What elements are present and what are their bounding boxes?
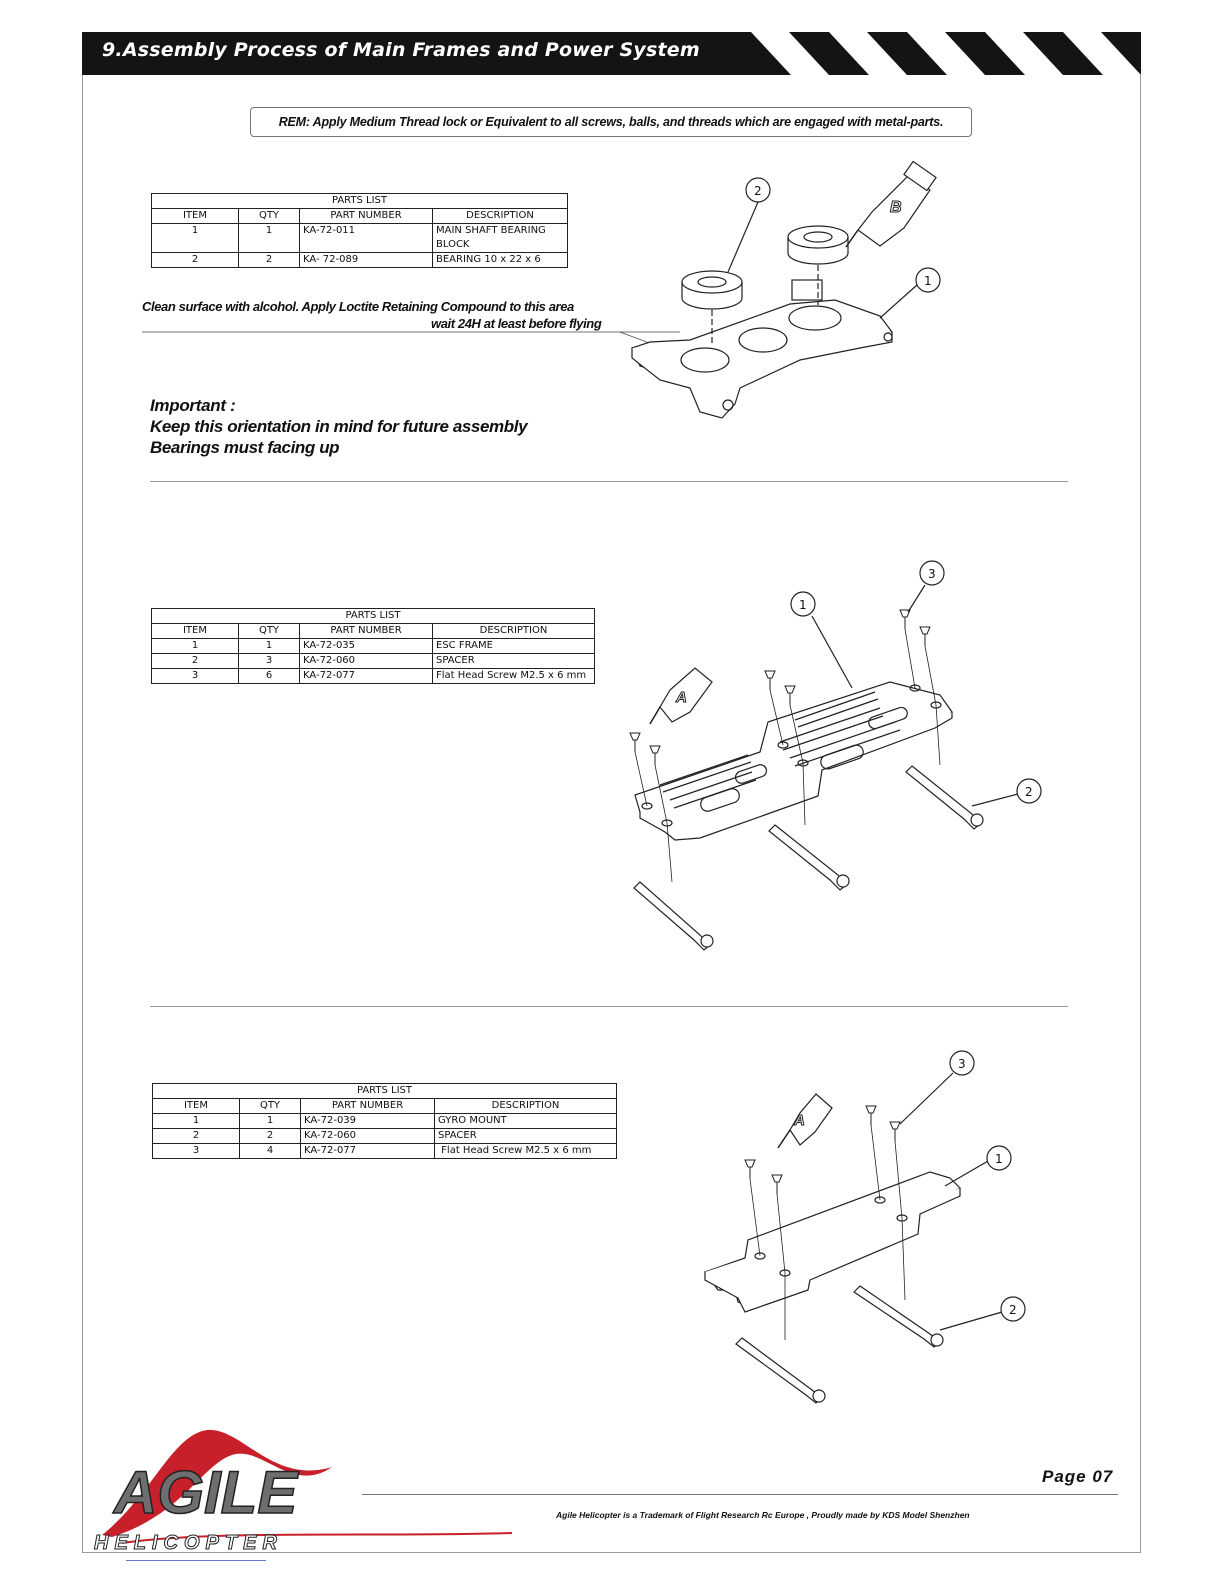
clean-surface-note-line-1: Clean surface with alcohol. Apply Loctite Retaining Compound to this area [142, 299, 574, 314]
qty-cell: 1 [239, 224, 300, 253]
part-number-cell: KA-72-039 [301, 1114, 435, 1129]
column-header-description: DESCRIPTION [433, 624, 595, 639]
qty-cell: 2 [239, 253, 300, 268]
hazard-stripes [751, 32, 1141, 75]
thread-lock-note: REM: Apply Medium Thread lock or Equivalent to all screws, balls, and threads which are engaged with metal-parts. [250, 107, 972, 137]
qty-cell: 1 [239, 639, 300, 654]
item-cell: 2 [153, 1129, 240, 1144]
qty-cell: 3 [239, 654, 300, 669]
part-number-cell: KA-72-077 [301, 1144, 435, 1159]
column-header-part-number: PART NUMBER [300, 624, 433, 639]
agile-helicopter-logo [92, 1425, 512, 1555]
callout-2: 2 [754, 184, 762, 198]
section-divider [150, 481, 1068, 482]
trademark-note: Agile Helicopter is a Trademark of Flight Research Rc Europe , Proudly made by KDS Model Shenzhen [556, 1510, 970, 1520]
page-number: Page 07 [1042, 1467, 1114, 1486]
parts-list-table-2 [151, 608, 595, 684]
column-header-qty: QTY [239, 209, 300, 224]
footer-divider [362, 1494, 1118, 1495]
item-cell: 3 [152, 669, 239, 684]
callout-1: 1 [995, 1152, 1003, 1166]
logo-subtext: HELICOPTER [94, 1532, 283, 1554]
column-header-part-number: PART NUMBER [300, 209, 433, 224]
callout-1: 1 [924, 274, 932, 288]
link-underline [126, 1560, 266, 1561]
column-header-description: DESCRIPTION [435, 1099, 617, 1114]
description-cell: GYRO MOUNT [435, 1114, 617, 1129]
table-row [152, 669, 595, 684]
column-header-qty: QTY [240, 1099, 301, 1114]
item-cell: 2 [152, 654, 239, 669]
item-cell: 3 [153, 1144, 240, 1159]
table-row [153, 1114, 617, 1129]
glue-label-a: A [794, 1112, 805, 1129]
description-cell: ESC FRAME [433, 639, 595, 654]
section-header [82, 32, 1141, 75]
callout-3: 3 [928, 567, 936, 581]
description-cell: SPACER [433, 654, 595, 669]
item-cell: 1 [153, 1114, 240, 1129]
glue-label-a: A [676, 689, 687, 706]
important-line-orientation: Keep this orientation in mind for future assembly [150, 417, 528, 436]
part-number-cell: KA-72-035 [300, 639, 433, 654]
part-number-cell: KA-72-060 [300, 654, 433, 669]
column-header-qty: QTY [239, 624, 300, 639]
callout-1: 1 [799, 598, 807, 612]
gyro-mount-assembly-diagram [690, 1040, 1040, 1410]
qty-cell: 6 [239, 669, 300, 684]
parts-list-title: PARTS LIST [152, 609, 595, 624]
description-cell: BEARING 10 x 22 x 6 [433, 253, 568, 268]
glue-label-b: B [890, 199, 902, 216]
bearing-block-assembly-diagram [140, 160, 960, 430]
table-row [153, 1144, 617, 1159]
section-title: 9.Assembly Process of Main Frames and Power System [102, 39, 700, 61]
item-cell: 1 [152, 639, 239, 654]
description-cell: Flat Head Screw M2.5 x 6 mm [433, 669, 595, 684]
clean-surface-note-line-2: wait 24H at least before flying [431, 316, 602, 331]
callout-2: 2 [1025, 785, 1033, 799]
part-number-cell: KA-72-011 [300, 224, 433, 253]
qty-cell: 2 [240, 1129, 301, 1144]
part-number-cell: KA-72-060 [301, 1129, 435, 1144]
item-cell: 2 [152, 253, 239, 268]
part-number-cell: KA-72-077 [300, 669, 433, 684]
column-header-item: ITEM [153, 1099, 240, 1114]
qty-cell: 1 [240, 1114, 301, 1129]
parts-list-title: PARTS LIST [153, 1084, 617, 1099]
description-line-1: MAIN SHAFT BEARING [436, 225, 546, 236]
parts-list-table-3 [152, 1083, 617, 1159]
logo-text: AGILE [114, 1459, 298, 1526]
callout-2: 2 [1009, 1303, 1017, 1317]
table-row [152, 639, 595, 654]
table-row [153, 1129, 617, 1144]
important-heading: Important : [150, 396, 236, 415]
qty-cell: 4 [240, 1144, 301, 1159]
section-divider [150, 1006, 1068, 1007]
part-number-cell: KA- 72-089 [300, 253, 433, 268]
callout-3: 3 [958, 1057, 966, 1071]
column-header-part-number: PART NUMBER [301, 1099, 435, 1114]
esc-frame-assembly-diagram [600, 560, 1060, 960]
table-row [152, 654, 595, 669]
column-header-description: DESCRIPTION [433, 209, 568, 224]
description-cell: Flat Head Screw M2.5 x 6 mm [435, 1144, 617, 1159]
important-line-bearings: Bearings must facing up [150, 438, 340, 457]
description-cell: SPACER [435, 1129, 617, 1144]
parts-list-title: PARTS LIST [152, 194, 568, 209]
column-header-item: ITEM [152, 209, 239, 224]
description-line-2: BLOCK [436, 239, 470, 250]
column-header-item: ITEM [152, 624, 239, 639]
item-cell: 1 [152, 224, 239, 253]
